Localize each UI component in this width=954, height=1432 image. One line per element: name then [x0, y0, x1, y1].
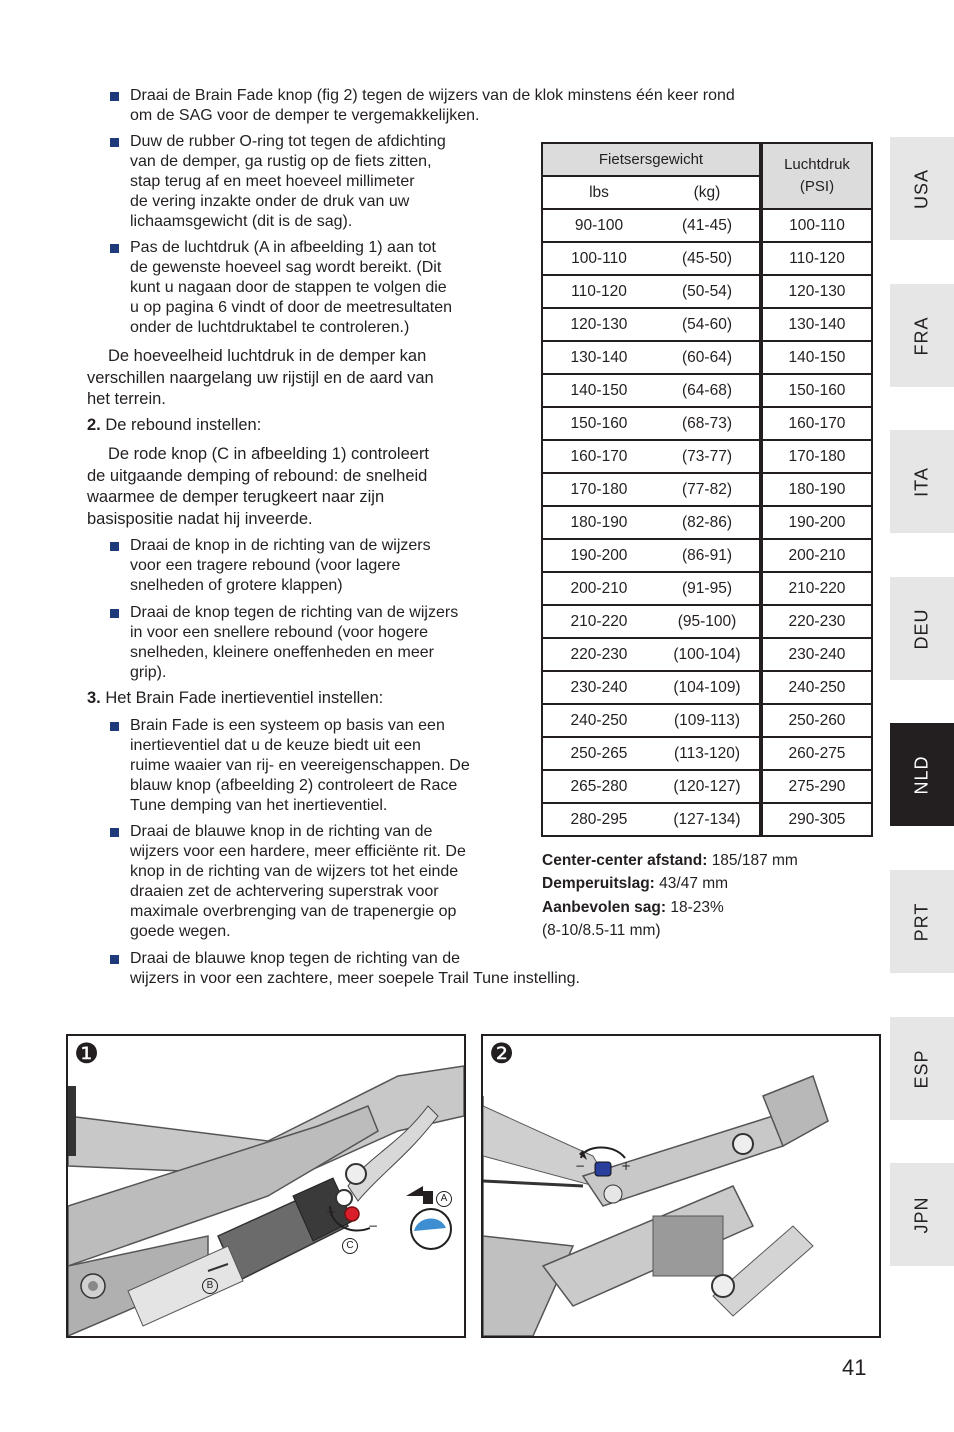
- bullet-text-line: Draai de knop tegen de richting van de wijzers: [130, 604, 459, 621]
- step-number: 2.: [87, 416, 101, 434]
- label-a: A: [436, 1191, 452, 1207]
- tab-ita[interactable]: [890, 430, 954, 533]
- svg-text:−: −: [368, 1219, 379, 1233]
- bullet-text-line: wijzers voor een hardere, meer efficiënte rit. De: [130, 843, 466, 860]
- tab-label: ESP: [911, 1048, 932, 1089]
- bullet-text-line: stap terug af en meet hoeveel millimeter: [130, 173, 415, 190]
- step-heading: [87, 415, 261, 437]
- paragraph-line: basispositie nadat hij inveerde.: [87, 509, 313, 528]
- table-row: [542, 308, 872, 341]
- bullet-text-line: wijzers in voor een zachtere, meer soepele Trail Tune instelling.: [130, 970, 580, 987]
- table-row: [542, 704, 872, 737]
- cell-kg: (77-82): [655, 473, 761, 506]
- tab-usa[interactable]: [890, 137, 954, 240]
- figure-1-number: ❶: [74, 1038, 100, 1069]
- bullet-square-icon: [110, 722, 119, 731]
- table-row: [542, 572, 872, 605]
- bullet-text-line: Brain Fade is een systeem op basis van een: [130, 717, 445, 734]
- tab-esp[interactable]: [890, 1017, 954, 1120]
- bullet-square-icon: [110, 609, 119, 618]
- bullet-text-line: in voor een snellere rebound (voor hogere: [130, 624, 428, 641]
- cell-kg: (82-86): [655, 506, 761, 539]
- cell-lbs: 110-120: [542, 275, 655, 308]
- paragraph-line: De hoeveelheid luchtdruk in de demper kan: [108, 347, 427, 365]
- red-knob-icon: [345, 1207, 359, 1221]
- cell-psi: 190-200: [761, 506, 872, 539]
- cell-psi: 240-250: [761, 671, 872, 704]
- cell-psi: 200-210: [761, 539, 872, 572]
- cell-kg: (104-109): [655, 671, 761, 704]
- cell-lbs: 120-130: [542, 308, 655, 341]
- table-row: [542, 341, 872, 374]
- bullet-square-icon: [110, 542, 119, 551]
- bullet-text-line: maximale overbrenging van de trapenergie op: [130, 903, 457, 920]
- bullet-text-line: Pas de luchtdruk (A in afbeelding 1) aan tot: [130, 239, 436, 256]
- table-header-pressure: Luchtdruk (PSI): [761, 143, 872, 209]
- cell-psi: 290-305: [761, 803, 872, 836]
- cell-lbs: 280-295: [542, 803, 655, 836]
- table-row: [542, 407, 872, 440]
- step-heading: [87, 688, 383, 710]
- bullet-text-line: grip).: [130, 664, 167, 681]
- bullet-text-line: blauw knop (afbeelding 2) controleert de Race: [130, 777, 458, 794]
- cell-psi: 110-120: [761, 242, 872, 275]
- cell-lbs: 200-210: [542, 572, 655, 605]
- cell-psi: 250-260: [761, 704, 872, 737]
- tab-deu[interactable]: [890, 577, 954, 680]
- bullet-text-line: de vering inzakte onder de druk van uw: [130, 193, 410, 210]
- table-row: [542, 539, 872, 572]
- cell-kg: (109-113): [655, 704, 761, 737]
- cell-lbs: 220-230: [542, 638, 655, 671]
- cell-psi: 130-140: [761, 308, 872, 341]
- cell-psi: 275-290: [761, 770, 872, 803]
- figure-1: [66, 1034, 466, 1338]
- table-row: [542, 275, 872, 308]
- figure-2-number: ❷: [489, 1038, 515, 1069]
- cell-psi: 100-110: [761, 209, 872, 242]
- cell-psi: 120-130: [761, 275, 872, 308]
- cell-psi: 150-160: [761, 374, 872, 407]
- bullet-square-icon: [110, 138, 119, 147]
- bullet-text-line: de gewenste hoeveel sag wordt bereikt. (Dit: [130, 259, 442, 276]
- cell-lbs: 160-170: [542, 440, 655, 473]
- table-row: [542, 770, 872, 803]
- bullet-text-line: lichaamsgewicht (dit is de sag).: [130, 213, 353, 230]
- table-row: [542, 803, 872, 836]
- cell-lbs: 100-110: [542, 242, 655, 275]
- step-number: 3.: [87, 689, 101, 707]
- table-subheader-kg: (kg): [655, 176, 761, 209]
- cell-lbs: 230-240: [542, 671, 655, 704]
- cell-lbs: 250-265: [542, 737, 655, 770]
- spec-sag: Aanbevolen sag: 18-23%: [542, 899, 724, 916]
- bullet-text-line: Draai de blauwe knop tegen de richting van de: [130, 950, 460, 967]
- svg-text:−: −: [575, 1159, 586, 1173]
- cell-psi: 170-180: [761, 440, 872, 473]
- table-row: [542, 242, 872, 275]
- cell-lbs: 140-150: [542, 374, 655, 407]
- spec-stroke: Demperuitslag: 43/47 mm: [542, 875, 729, 892]
- bullet-text-line: Draai de knop in de richting van de wijzers: [130, 537, 431, 554]
- rear-shock-illustration: [68, 1036, 464, 1336]
- tab-label: ITA: [911, 466, 932, 497]
- cell-psi: 260-275: [761, 737, 872, 770]
- cell-lbs: 180-190: [542, 506, 655, 539]
- tab-prt[interactable]: [890, 870, 954, 973]
- bullet-square-icon: [110, 244, 119, 253]
- table-row: [542, 209, 872, 242]
- bullet-text-line: ruime waaier van rij- en veereigenschappen. De: [130, 757, 470, 774]
- tab-label: JPN: [911, 1195, 932, 1234]
- cell-lbs: 130-140: [542, 341, 655, 374]
- bullet-square-icon: [110, 828, 119, 837]
- table-row: [542, 737, 872, 770]
- table-subheader-lbs: lbs: [542, 176, 655, 209]
- table-row: [542, 440, 872, 473]
- bullet-text-line: Duw de rubber O-ring tot tegen de afdichting: [130, 133, 446, 150]
- bullet-text-line: Draai de Brain Fade knop (fig 2) tegen de wijzers van de klok minstens één keer rond: [130, 87, 735, 104]
- cell-kg: (127-134): [655, 803, 761, 836]
- cell-lbs: 90-100: [542, 209, 655, 242]
- cell-kg: (68-73): [655, 407, 761, 440]
- tab-label: PRT: [911, 902, 932, 941]
- air-pressure-table: [541, 142, 873, 837]
- bullet-text-line: voor een tragere rebound (voor lagere: [130, 557, 401, 574]
- cell-kg: (95-100): [655, 605, 761, 638]
- cell-lbs: 190-200: [542, 539, 655, 572]
- cell-kg: (113-120): [655, 737, 761, 770]
- bullet-text-line: kunt u nagaan door de stappen te volgen die: [130, 279, 447, 296]
- cell-kg: (64-68): [655, 374, 761, 407]
- cell-lbs: 170-180: [542, 473, 655, 506]
- bullet-text-line: knop in de richting van de wijzers tot het einde: [130, 863, 459, 880]
- step-title: De rebound instellen:: [105, 416, 262, 434]
- bullet-text-line: draaien zet de achtervering superstrak voor: [130, 883, 439, 900]
- table-row: [542, 374, 872, 407]
- paragraph-line: waarmee de demper terugkeert naar zijn: [87, 488, 385, 506]
- cell-kg: (120-127): [655, 770, 761, 803]
- table-row: [542, 638, 872, 671]
- table-header-weight: Fietsersgewicht: [542, 143, 761, 176]
- tab-jpn[interactable]: [890, 1163, 954, 1266]
- cell-lbs: 150-160: [542, 407, 655, 440]
- paragraph-line: de uitgaande demping of rebound: de snelheid: [87, 466, 428, 485]
- cell-lbs: 265-280: [542, 770, 655, 803]
- table-row: [542, 671, 872, 704]
- cell-psi: 160-170: [761, 407, 872, 440]
- cell-kg: (50-54): [655, 275, 761, 308]
- bullet-text-line: inertieventiel dat u de keuze biedt uit een: [130, 737, 421, 754]
- cell-kg: (60-64): [655, 341, 761, 374]
- cell-psi: 140-150: [761, 341, 872, 374]
- label-b: B: [202, 1278, 218, 1294]
- cell-psi: 230-240: [761, 638, 872, 671]
- cell-psi: 210-220: [761, 572, 872, 605]
- cell-kg: (91-95): [655, 572, 761, 605]
- bullet-square-icon: [110, 955, 119, 964]
- tab-label: DEU: [911, 607, 932, 650]
- paragraph-line: het terrein.: [87, 390, 166, 408]
- bullet-text-line: snelheden of grotere klappen): [130, 577, 343, 594]
- blue-knob-icon: [595, 1162, 611, 1176]
- cell-kg: (54-60): [655, 308, 761, 341]
- page-number: 41: [842, 1355, 867, 1380]
- table-row: [542, 506, 872, 539]
- cell-kg: (45-50): [655, 242, 761, 275]
- bullet-text-line: onder de luchtdruktabel te controleren.): [130, 319, 410, 336]
- spec-sag-mm: (8-10/8.5-11 mm): [542, 922, 661, 939]
- cell-lbs: 210-220: [542, 605, 655, 638]
- tab-label: FRA: [911, 316, 932, 355]
- bullet-text-line: Draai de blauwe knop in de richting van de: [130, 823, 433, 840]
- bullet-square-icon: [110, 92, 119, 101]
- spec-center-center: Center-center afstand: 185/187 mm: [542, 852, 798, 869]
- cell-psi: 180-190: [761, 473, 872, 506]
- tab-fra[interactable]: [890, 284, 954, 387]
- bullet-text-line: van de demper, ga rustig op de fiets zitten,: [130, 153, 432, 170]
- tab-label: NLD: [911, 754, 932, 795]
- tab-label: USA: [911, 168, 932, 209]
- paragraph-line: De rode knop (C in afbeelding 1) controleert: [108, 445, 430, 463]
- bullet-text-line: u op pagina 6 vindt of door de meetresultaten: [130, 299, 452, 316]
- cell-lbs: 240-250: [542, 704, 655, 737]
- cell-kg: (73-77): [655, 440, 761, 473]
- table-row: [542, 605, 872, 638]
- svg-text:+: +: [621, 1159, 632, 1173]
- svg-text:+: +: [326, 1205, 337, 1219]
- bullet-text-line: om de SAG voor de demper te vergemakkelijken.: [130, 107, 480, 124]
- tab-nld[interactable]: [890, 723, 954, 826]
- brain-fade-illustration: [483, 1036, 879, 1336]
- figure-2: [481, 1034, 881, 1338]
- step-title: Het Brain Fade inertieventiel instellen:: [105, 689, 384, 707]
- bullet-text-line: snelheden, kleinere oneffenheden en meer: [130, 644, 434, 661]
- table-row: [542, 473, 872, 506]
- bullet-text-line: goede wegen.: [130, 923, 231, 940]
- paragraph-line: verschillen naargelang uw rijstijl en de aard van: [87, 368, 434, 387]
- label-c: C: [342, 1238, 358, 1254]
- cell-kg: (41-45): [655, 209, 761, 242]
- bullet-text-line: Tune demping van het inertieventiel.: [130, 797, 388, 814]
- cell-psi: 220-230: [761, 605, 872, 638]
- cell-kg: (86-91): [655, 539, 761, 572]
- cell-kg: (100-104): [655, 638, 761, 671]
